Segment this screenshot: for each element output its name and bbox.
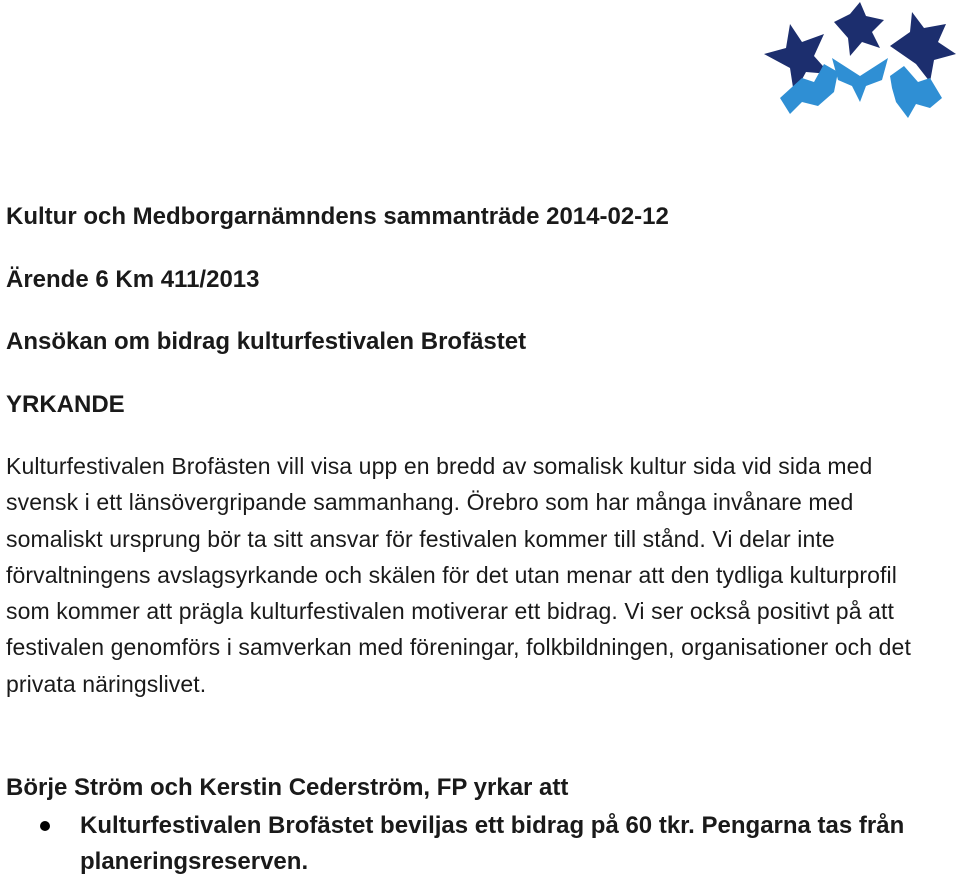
logo-shape-lower-right: [890, 66, 942, 118]
motion-body-paragraph: Kulturfestivalen Brofästen vill visa upp en bredd av somalisk kultur sida vid sida med svensk i ett länsövergripande sammanhang. Örebro som har många invånare med somaliskt ursprung bör ta sitt ansvar för festivalen kommer till stånd. Vi delar inte förvaltningens avslagsyrkande och skälen för det utan menar att den tydliga kulturprofil som kommer att prägla kulturfestivalen motiverar ett bidrag. Vi ser också positivt på att festivalen genomförs i samverkan med föreningar, folkbildningen, organisationer och det privata näringslivet.: [6, 453, 911, 697]
meeting-heading: Kultur och Medborgarnämndens sammanträde 2014-02-12: [6, 203, 669, 230]
motion-title: YRKANDE: [6, 391, 125, 418]
party-logo: [762, 2, 958, 120]
list-item-text: Kulturfestivalen Brofästet beviljas ett bidrag på 60 tkr. Pengarna tas från planeringsreserven.: [80, 812, 905, 875]
case-number-heading: Ärende 6 Km 411/2013: [6, 266, 260, 293]
list-item: [0, 808, 940, 880]
motion-items-list: [0, 808, 940, 880]
logo-star-center: [834, 2, 884, 56]
subject-heading: Ansökan om bidrag kulturfestivalen Brofästet: [6, 328, 527, 355]
proposers-line: Börje Ström och Kerstin Cederström, FP yrkar att: [6, 774, 569, 801]
logo-shape-wing: [832, 58, 888, 102]
bullet-icon: [40, 821, 50, 831]
